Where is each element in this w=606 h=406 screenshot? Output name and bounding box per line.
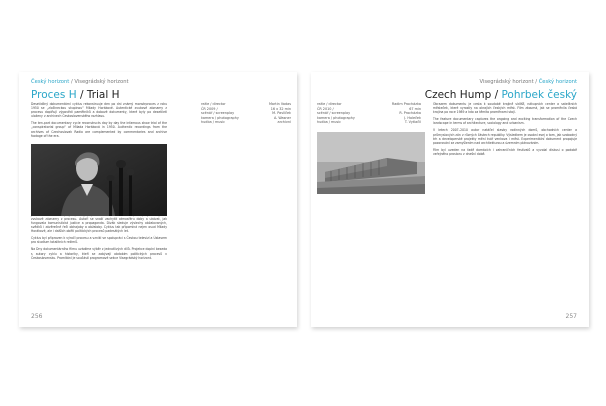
trial-photo-image: [31, 144, 167, 216]
right-page: [311, 72, 589, 327]
building-photo-image: [317, 132, 425, 194]
left-category: [31, 79, 129, 85]
right-category: [479, 79, 577, 85]
left-category-separator: /: [69, 79, 75, 85]
left-title-czech: Proces H: [31, 89, 77, 101]
left-page-number: 256: [31, 313, 43, 320]
left-credit-row: scénář / screenplay M. Pavlíček: [201, 111, 291, 116]
right-category-separator: /: [533, 79, 539, 85]
left-paragraph-4: Cyklus byl připraven k výročí procesu a vznikl ve spolupráci s Českou televizí a Ústavem pro studium totalitních režimů.: [31, 236, 167, 245]
left-credit-row: kamera / photography A. Wasner: [201, 115, 291, 120]
left-title-separator: /: [76, 89, 87, 101]
left-title: [31, 89, 120, 101]
left-category-highlight[interactable]: Český horizont: [31, 79, 70, 85]
right-credit-row: režie / director Radim Procházka: [317, 102, 421, 106]
left-credits: [201, 102, 291, 125]
trial-photo: [31, 144, 167, 216]
right-credit-row: scénář / screenplay R. Procházka: [317, 111, 421, 116]
right-paragraph-3: V letech 2007–2010 autor natáčel stavby rodinných domů, obchodních center a průmyslových zón v různých částech republiky. Výsledkem je osobní esej o tom, jak svobodný trh a developerské projekty mění tvář venkova i měst. Experimentální dokument propojuje pozorování se zamyšlením nad architekturou a územním plánováním.: [433, 128, 577, 145]
right-page-number: 257: [565, 313, 577, 320]
right-title-separator: /: [491, 89, 502, 101]
left-title-english: Trial H: [86, 89, 120, 101]
left-credit-row: ČR 2009 / 16 x 32 min: [201, 106, 291, 111]
right-title-czech: Pohrbek český: [501, 89, 577, 101]
right-title-english: Czech Hump: [424, 89, 492, 101]
building-photo: [317, 132, 425, 194]
left-category-rest[interactable]: Visegrádský horizont: [74, 79, 129, 85]
right-credits: [317, 102, 421, 125]
right-credit-row: hudba / music T. Vytlačil: [317, 120, 421, 125]
left-paragraph-3: zvukové záznamy z procesu. Autoři se snaží zachytit atmosféru doby a ukázat, jak fungovala komunistická justice a propaganda. Divák sleduje výslechy obžalovaných, svědků i závěrečné řeči obhajoby a obžaloby. Cyklus tak připomíná nejen osud Milady Horákové, ale i dalších obětí politických procesů padesátých let.: [31, 216, 167, 234]
right-category-highlight[interactable]: Český horizont: [538, 79, 577, 85]
right-credit-row: kamera / photography J. Holeček: [317, 115, 421, 120]
right-paragraph-2: The feature documentary captures the ongoing and exciting transformation of the Czech landscape in terms of architecture, sociology and urbanism.: [433, 117, 577, 126]
left-credit-row: hudba / music archivní: [201, 120, 291, 125]
right-paragraph-1: Obrazem dokumentu je cesta k soudobé krajině sídlišť, nákupních center a satelitních městeček, které vyrostly na okrajích českých měst. Film zkoumá, jak se proměnila česká krajina po roce 1989 a kdo za těmito proměnami stojí.: [433, 102, 577, 115]
left-paragraph-1: Desetidílný dokumentární cyklus rekonstruuje den po dni známý monstrproces z roku 1950 se „zločineckou skupinou“ Milady Horákové. Autentické zvukové záznamy z procesu doplňují výpovědi pamětníků a dobové dokumenty, které byly po desetiletí uloženy v archivech Československého rozhlasu.: [31, 102, 167, 119]
left-paragraph-2: The ten-part documentary cycle reconstructs day by day the infamous show trial of the „conspiratorial group“ of Milada Horáková in 1950. Authentic recordings from the archives of Czechoslovak Radio are complemented by commentaries and archive footage of the era.: [31, 121, 167, 138]
right-credit-row: ČR 2010 / 67 min: [317, 106, 421, 111]
right-body-text: [433, 102, 577, 159]
left-paragraph-5: Na Dny dokumentárního filmu uvádíme výběr z jednotlivých dílů. Projekce doplní beseda s autory cyklu a historiky, kteří se zabývají obdobím politických procesů v Československu. Promítání je součástí programové sekce Visegrádský horizont.: [31, 247, 167, 260]
right-paragraph-4: Film byl uveden na řadě domácích i zahraničních festivalů a vyvolal diskusi o podobě veřejného prostoru v dnešní době.: [433, 147, 577, 156]
right-title: [425, 89, 577, 101]
right-category-rest[interactable]: Visegrádský horizont: [479, 79, 534, 85]
left-page: [19, 72, 297, 327]
left-credit-row: režie / director Martin Vadas: [201, 102, 291, 106]
